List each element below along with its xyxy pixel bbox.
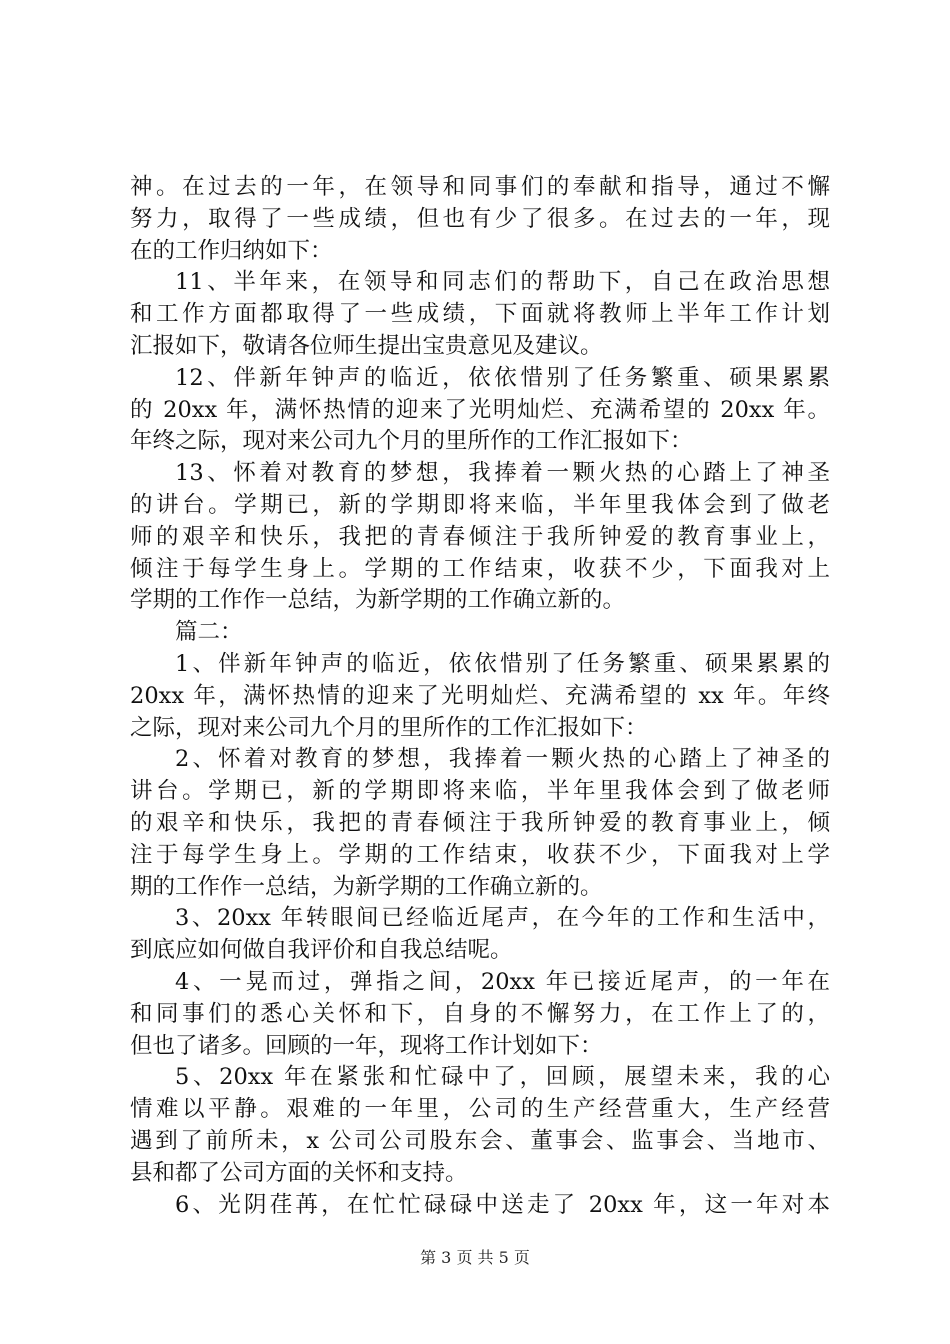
text-line: 注于每学生身上。学期的工作结束，收获不少，下面我对上学: [130, 841, 830, 868]
page-footer: [0, 1245, 950, 1268]
text-line: 到底应如何做自我评价和自我总结呢。: [130, 937, 513, 964]
text-line: 之际，现对来公司九个月的里所作的工作汇报如下：: [130, 714, 648, 741]
text-line: 的讲台。学期已，新的学期即将来临，半年里我体会到了做老: [130, 491, 830, 518]
text-line: 和同事们的悉心关怀和下，自身的不懈努力，在工作上了的，: [130, 1000, 830, 1027]
text-line: 努力，取得了一些成绩，但也有少了很多。在过去的一年，现: [130, 205, 830, 232]
text-line: 师的艰辛和快乐，我把的青春倾注于我所钟爱的教育事业上，: [130, 523, 830, 550]
text-line: 2、怀着对教育的梦想，我捧着一颗火热的心踏上了神圣的: [175, 746, 830, 773]
text-line: 20xx 年，满怀热情的迎来了光明灿烂、充满希望的 xx 年。年终: [130, 682, 830, 709]
text-line: 汇报如下，敬请各位师生提出宝贵意见及建议。: [130, 332, 603, 359]
text-line: 年终之际，现对来公司九个月的里所作的工作汇报如下：: [130, 428, 693, 455]
text-line: 倾注于每学生身上。学期的工作结束，收获不少，下面我对上: [130, 555, 830, 582]
document-body: [130, 172, 830, 1221]
text-line: 县和都了公司方面的关怀和支持。: [130, 1159, 468, 1186]
text-line: 神。在过去的一年，在领导和同事们的奉献和指导，通过不懈: [130, 174, 830, 200]
text-line: 在的工作归纳如下：: [130, 237, 333, 264]
text-line: 4、一晃而过，弹指之间，20xx 年已接近尾声，的一年在: [175, 968, 830, 995]
page-number-label: 第 3 页 共 5 页: [420, 1248, 530, 1267]
text-line: 的艰辛和快乐，我把的青春倾注于我所钟爱的教育事业上，倾: [130, 809, 830, 836]
text-line: 12、伴新年钟声的临近，依依惜别了任务繁重、硕果累累: [175, 364, 830, 391]
text-line: 学期的工作作一总结，为新学期的工作确立新的。: [130, 587, 626, 614]
text-line: 期的工作作一总结，为新学期的工作确立新的。: [130, 873, 603, 900]
text-line: 的 20xx 年，满怀热情的迎来了光明灿烂、充满希望的 20xx 年。: [130, 396, 830, 423]
text-line: 5、20xx 年在紧张和忙碌中了，回顾，展望未来，我的心: [175, 1064, 830, 1091]
text-line: 6、光阴荏苒，在忙忙碌碌中送走了 20xx 年，这一年对本: [175, 1191, 830, 1218]
text-line: 1、伴新年钟声的临近，依依惜别了任务繁重、硕果累累的: [175, 650, 830, 677]
text-line: 11、半年来，在领导和同志们的帮助下，自己在政治思想: [175, 269, 830, 296]
text-line: 13、怀着对教育的梦想，我捧着一颗火热的心踏上了神圣: [175, 460, 830, 487]
text-line: 遇到了前所未，x 公司公司股东会、董事会、监事会、当地市、: [130, 1127, 830, 1154]
text-line: 3、20xx 年转眼间已经临近尾声，在今年的工作和生活中，: [175, 905, 830, 932]
text-line: 和工作方面都取得了一些成绩，下面就将教师上半年工作计划: [130, 301, 830, 328]
text-line: 篇二：: [175, 619, 243, 646]
text-line: 情难以平静。艰难的一年里，公司的生产经营重大，生产经营: [130, 1096, 830, 1123]
text-line: 讲台。学期已，新的学期即将来临，半年里我体会到了做老师: [130, 778, 830, 805]
text-line: 但也了诸多。回顾的一年，现将工作计划如下：: [130, 1032, 603, 1059]
